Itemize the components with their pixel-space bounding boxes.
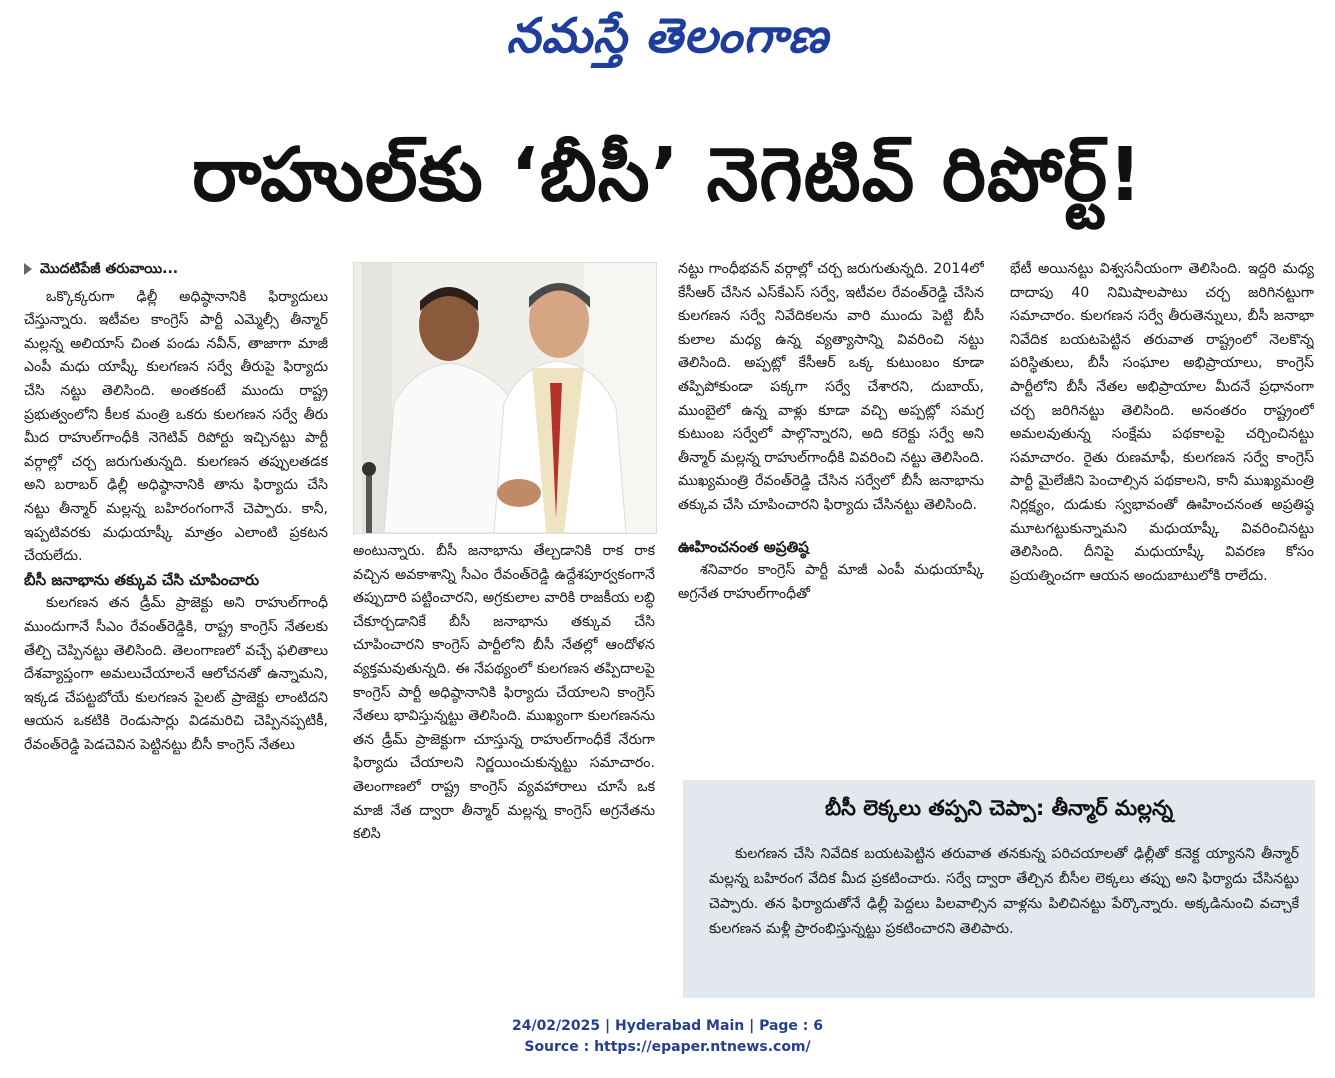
masthead-logo: నమస్తే తెలంగాణ	[506, 8, 829, 64]
kicker-text: మొదటిపేజీ తరువాయి...	[40, 261, 179, 277]
arrow-right-icon	[24, 263, 32, 275]
photo-illustration	[354, 263, 656, 533]
paragraph: కులగణన చేసి నివేదిక బయటపెట్టిన తరువాత తనకున్న పరిచయాలతో ఢిల్లీతో కనెక్ట య్యానని తీన్మార్ మల్లన్న బహిరంగ వేదిక మీద ప్రకటించారు. సర్వే ద్వారా తేల్చిన బీసీల లెక్కలు తప్పు అని ఫిర్యాదు చేసినట్టు చెప్పారు. తన ఫిర్యాదుతోనే ఢిల్లీ పెద్దలు పిలవాల్సిన వాళ్లను పిలిచినట్టు పేర్కొన్నారు. అక్కడినుంచి వచ్చాకే కులగణన మళ్లీ ప్రారంభిస్తున్నట్టు ప్రకటించారని తెలిపారు.	[709, 846, 1299, 937]
continued-kicker	[24, 258, 328, 282]
article-column-3	[678, 258, 984, 778]
page-footer	[0, 1016, 1335, 1058]
paragraph: భేటీ అయినట్టు విశ్వసనీయంగా తెలిసింది. ఇద్దరి మధ్య దాదాపు 40 నిమిషాలపాటు చర్చ జరిగినట్టుగా సమాచారం. కులగణన సర్వే తీరుతెన్నులు, బీసీ జనాభా నివేదిక బయటపెట్టిన తరువాత రాష్ట్రంలో నెలకొన్న పరిస్థితులు, బీసీ సంఘాల అభిప్రాయాలు, కాంగ్రెస్ పార్టీలోని బీసీ నేతల అభిప్రాయాల మీదనే ప్రధానంగా చర్చ జరిగినట్టు తెలిసింది. అనంతరం రాష్ట్రంలో అమలవుతున్న సంక్షేమ పథకాలపై చర్చించినట్టు సమాచారం. రైతు రుణమాఫీ, కులగణన సర్వే కాంగ్రెస్ పార్టీ మైలేజీని పెంచాల్సిన పథకాలని, కానీ ముఖ్యమంత్రి నిర్లక్ష్యం, దుడుకు స్వభావంతో ఊహించనంత అప్రతిష్ఠ మూటగట్టుకున్నామని మధుయాష్కీ వివరించినట్టు తెలిసింది. దీనిపై మధుయాష్కీ వివరణ కోసం ప్రయత్నించగా ఆయన అందుబాటులోకి రాలేదు.	[1010, 261, 1314, 584]
box-title: బీసీ లెక్కలు తప్పని చెప్పా: తీన్మార్ మల్లన్న	[824, 796, 1173, 820]
article-column-1	[24, 258, 328, 1003]
news-photo	[353, 262, 657, 534]
subheading: బీసీ జనాభాను తక్కువ చేసి చూపించారు	[24, 570, 260, 589]
sidebar-box	[683, 780, 1315, 998]
subheading: ఊహించనంత అప్రతిష్ఠ	[678, 537, 809, 556]
footer-source-line: Source : https://epaper.ntnews.com/	[524, 1039, 811, 1055]
box-body	[709, 842, 1299, 942]
paragraph: నట్టు గాంధీభవన్ వర్గాల్లో చర్చ జరుగుతున్నది. 2014లో కేసీఆర్ చేసిన ఎస్‌కేఎస్ సర్వే, ఇటీవల రేవంత్‌రెడ్డి చేసిన కులగణన సర్వే నివేదికలను వారి ముందు పెట్టి బీసీ కులాల మధ్య ఉన్న వ్యత్యాసాన్ని వివరించి నట్టు తెలిసింది. అప్పట్లో కేసీఆర్ ఒక్క కుటుంబం కూడా తప్పిపోకుండా పక్కగా సర్వే చేశారని, దుబాయ్, ముంబైలో ఉన్న వాళ్లు కూడా వచ్చి అప్పట్లో సమగ్ర కుటుంబ సర్వేలో పాల్గొన్నారని, అది కరెక్టు సర్వే అని తీన్మార్ మల్లన్న రాహుల్‌గాంధీకి వివరించి నట్టు తెలిసింది. ముఖ్యమంత్రి రేవంత్‌రెడ్డి చేసిన సర్వేలో బీసీ జనాభాను తక్కువ చేసి చూపించారని ఫిర్యాదు చేసినట్టు తెలిసింది.	[678, 261, 984, 513]
article-column-4	[1010, 258, 1314, 778]
footer-date-line: 24/02/2025 | Hyderabad Main | Page : 6	[511, 1018, 824, 1034]
paragraph: శనివారం కాంగ్రెస్ పార్టీ మాజీ ఎంపీ మధుయాష్కీ అగ్రనేత రాహుల్‌గాంధీతో	[678, 562, 984, 602]
paragraph: అంటున్నారు. బీసీ జనాభాను తేల్చడానికి రాక రాక వచ్చిన అవకాశాన్ని సీఎం రేవంత్‌రెడ్డి ఉద్దేశపూర్వకంగానే తప్పుదారి పట్టించారని, అగ్రకులాల వారికి రాజకీయ లబ్ధి చేకూర్చడానికే బీసీ జనాభాను తక్కువ చేసి చూపించారని కాంగ్రెస్ పార్టీలోని బీసీ నేతల్లో ఆందోళన వ్యక్తమవుతున్నది. ఈ నేపథ్యంలో కులగణన తప్పిదాలపై కాంగ్రెస్ పార్టీ అధిష్ఠానానికి ఫిర్యాదు చేయాలని కాంగ్రెస్ నేతలు భావిస్తున్నట్టు తెలిసింది. ముఖ్యంగా కులగణనను తన డ్రీమ్ ప్రాజెక్టుగా చూస్తున్న రాహుల్‌గాంధీకే నేరుగా ఫిర్యాదు చేయాలని నిర్ణయించుకున్నట్టు సమాచారం. తెలంగాణలో రాష్ట్ర కాంగ్రెస్ వ్యవహారాలు చూసే ఒక మాజీ నేత ద్వారా తీన్మార్ మల్లన్న కాంగ్రెస్ అగ్రనేతను కలిసి	[353, 543, 655, 843]
article-column-2	[353, 540, 655, 1010]
headline: రాహుల్‌కు ‘బీసీ’ నెగెటివ్ రిపోర్ట్!	[192, 132, 1143, 218]
paragraph: కులగణన తన డ్రీమ్ ప్రాజెక్టు అని రాహుల్‌గాంధీ ముందుగానే సీఎం రేవంత్‌రెడ్డికి, రాష్ట్ర కాంగ్రెస్ నేతలకు తేల్చి చెప్పినట్టు తెలిసింది. తెలంగాణలో వచ్చే ఫలితాలు దేశవ్యాప్తంగా అమలుచేయాలనే ఆలోచనతో ఉన్నామని, ఇక్కడ చేపట్టబోయే కులగణన పైలట్ ప్రాజెక్టు లాంటిదని ఆయన ఒకటికి రెండుసార్లు విడమరిచి చెప్పినప్పటికీ, రేవంత్‌రెడ్డి పెడచెవిన పెట్టినట్టు బీసీ కాంగ్రెస్ నేతలు	[24, 595, 328, 753]
paragraph: ఒక్కొక్కరుగా ఢిల్లీ అధిష్ఠానానికి ఫిర్యాదులు చేస్తున్నారు. ఇటీవల కాంగ్రెస్ పార్టీ ఎమ్మెల్సీ తీన్మార్ మల్లన్న అలియాస్ చింత పండు నవీన్, తాజాగా మాజీ ఎంపీ మధు యాష్కీ కులగణన సర్వే తీరుపై ఫిర్యాదు చేసి నట్టు తెలిసింది. అంతకంటే ముందు రాష్ట్ర ప్రభుత్వంలోని కీలక మంత్రి ఒకరు కులగణన సర్వే తీరు మీద రాహుల్‌గాంధీకి నెగెటివ్ రిపోర్టు ఇచ్చినట్టు పార్టీ వర్గాల్లో చర్చ జరుగుతున్నది. కులగణన తప్పులతడక అని బరాబర్ ఢిల్లీ అధిష్ఠానానికి తాను ఫిర్యాదు చేసి నట్టు తీన్మార్ మల్లన్న బహిరంగంగానే చెప్పారు. కానీ, ఇప్పటివరకు మధుయాష్కీ మాత్రం ఎలాంటి ప్రకటన చేయలేదు.	[24, 288, 328, 565]
